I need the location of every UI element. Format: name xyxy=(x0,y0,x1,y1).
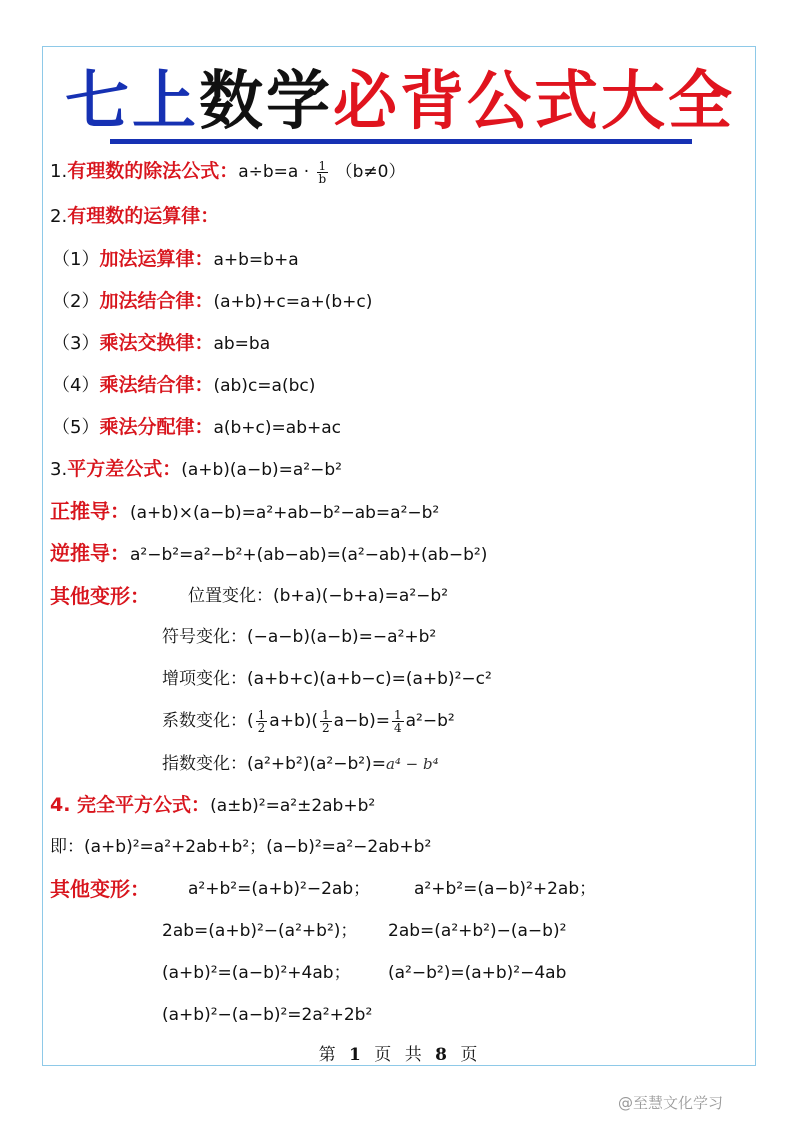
section-1-label: 有理数的除法公式： xyxy=(67,160,239,182)
coef-mid-2: a−b)= xyxy=(333,711,390,731)
fraction-quarter xyxy=(392,709,404,734)
variant2-row1-b: a²+b²=(a−b)²+2ab； xyxy=(414,879,597,899)
fraction-numerator: 1 xyxy=(257,707,266,722)
footer-text-3: 页 xyxy=(450,1045,482,1065)
page-title xyxy=(0,62,800,142)
law-number: （4） xyxy=(52,375,100,396)
law-4 xyxy=(52,372,315,399)
coef-mid-1: a+b)( xyxy=(269,711,318,731)
section-4 xyxy=(50,792,375,819)
section-3-label: 平方差公式： xyxy=(67,458,182,480)
section-3-number: 3. xyxy=(50,459,68,480)
coef-pre: 系数变化：( xyxy=(162,711,254,731)
variant2-row2-a: 2ab=(a+b)²−(a²+b²)； xyxy=(162,921,358,941)
section-1-number: 1. xyxy=(50,161,68,182)
fraction-numerator: 1 xyxy=(322,707,330,722)
variant-term: 增项变化：(a+b+c)(a+b−c)=(a+b)²−c² xyxy=(162,669,492,689)
section-1-formula-pre: a÷b=a · xyxy=(238,162,315,182)
section-3 xyxy=(50,456,342,483)
footer-text-1: 第 xyxy=(318,1045,350,1065)
coef-post: a²−b² xyxy=(405,711,455,731)
forward-derivation xyxy=(50,498,439,526)
law-formula: (a+b)+c=a+(b+c) xyxy=(213,292,373,312)
title-part-3: 必背公式大全 xyxy=(333,65,735,139)
footer-total-pages: 8 xyxy=(435,1045,451,1065)
fraction-denominator: 4 xyxy=(393,720,402,735)
exp-post: a⁴ − b⁴ xyxy=(385,755,439,773)
variant-exponent xyxy=(162,751,439,777)
reverse-label: 逆推导： xyxy=(50,541,130,565)
section-3-formula: (a+b)(a−b)=a²−b² xyxy=(181,460,342,480)
variant-coefficient xyxy=(162,708,455,734)
ji-formula: (a+b)²=a²+2ab+b²；(a−b)²=a²−2ab+b² xyxy=(84,837,432,857)
law-label: 加法结合律： xyxy=(99,290,214,312)
footer-page-number: 1 xyxy=(349,1045,365,1065)
section-2-label: 有理数的运算律： xyxy=(67,205,220,227)
fraction-denominator: 2 xyxy=(322,720,330,735)
forward-formula: (a+b)×(a−b)=a²+ab−b²−ab=a²−b² xyxy=(130,503,440,523)
reverse-derivation xyxy=(50,540,487,568)
variants-2-label-row xyxy=(50,876,150,904)
variant2-row1-a: a²+b²=(a+b)²−2ab； xyxy=(188,879,371,899)
law-5 xyxy=(52,414,341,441)
section-2-number: 2. xyxy=(50,206,68,227)
footer-text-2: 页 共 xyxy=(364,1045,436,1065)
page-footer xyxy=(0,1040,800,1065)
fraction-half-1 xyxy=(256,709,268,734)
law-formula: ab=ba xyxy=(213,334,271,354)
law-number: （5） xyxy=(52,417,100,438)
law-2 xyxy=(52,288,372,315)
variant2-row2-b: 2ab=(a²+b²)−(a−b)² xyxy=(388,921,567,941)
fraction-numerator: 1 xyxy=(393,707,402,722)
reverse-formula: a²−b²=a²−b²+(ab−ab)=(a²−ab)+(ab−b²) xyxy=(130,545,488,565)
variant2-row4: (a+b)²−(a−b)²=2a²+2b² xyxy=(162,1005,373,1025)
law-formula: a(b+c)=ab+ac xyxy=(213,418,341,438)
fraction-numerator: 1 xyxy=(317,160,329,173)
section-1 xyxy=(50,158,405,185)
law-number: （1） xyxy=(52,249,100,270)
law-number: （2） xyxy=(52,291,100,312)
fraction-half-2 xyxy=(320,709,332,734)
variants-1-label-row xyxy=(50,583,150,611)
law-number: （3） xyxy=(52,333,100,354)
law-3 xyxy=(52,330,270,357)
section-1-formula-post: （b≠0） xyxy=(330,162,406,182)
variants-2-label: 其他变形： xyxy=(50,877,150,901)
ji-row xyxy=(50,834,431,860)
variant-position: 位置变化：(b+a)(−b+a)=a²−b² xyxy=(188,586,449,606)
watermark: @至慧文化学习 xyxy=(618,1094,724,1112)
fraction-denominator: 2 xyxy=(257,720,266,735)
variants-1-label: 其他变形： xyxy=(50,584,150,608)
law-label: 乘法分配律： xyxy=(99,416,214,438)
title-part-1: 七上 xyxy=(65,65,199,139)
law-label: 乘法交换律： xyxy=(99,332,214,354)
title-underline xyxy=(110,139,692,144)
variant2-row3-b: (a²−b²)=(a+b)²−4ab xyxy=(388,963,567,983)
variant-sign: 符号变化：(−a−b)(a−b)=−a²+b² xyxy=(162,627,437,647)
section-4-formula: (a±b)²=a²±2ab+b² xyxy=(210,796,376,816)
law-formula: a+b=b+a xyxy=(213,250,299,270)
law-formula: (ab)c=a(bc) xyxy=(213,376,316,396)
ji-label: 即： xyxy=(50,837,84,857)
section-2 xyxy=(50,203,219,230)
section-1-fraction xyxy=(317,160,329,185)
exp-pre: 指数变化：(a²+b²)(a²−b²)= xyxy=(162,754,386,774)
law-label: 加法运算律： xyxy=(99,248,214,270)
forward-label: 正推导： xyxy=(50,499,130,523)
law-1 xyxy=(52,246,299,273)
section-4-label: 4. 完全平方公式： xyxy=(50,794,211,816)
law-label: 乘法结合律： xyxy=(99,374,214,396)
title-part-2: 数学 xyxy=(199,65,333,139)
variant2-row3-a: (a+b)²=(a−b)²+4ab； xyxy=(162,963,351,983)
fraction-denominator: b xyxy=(318,171,327,186)
